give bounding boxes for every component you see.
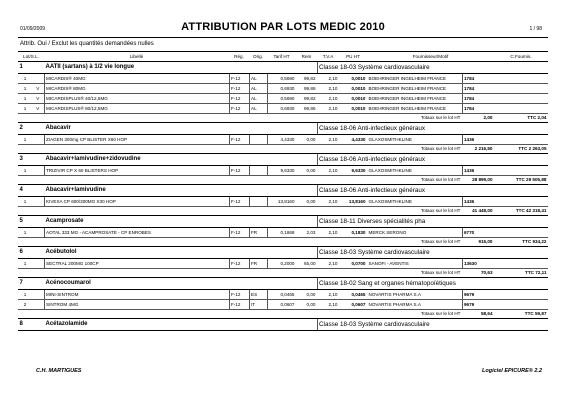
product-remise: 99,82 (296, 74, 317, 84)
product-pu-ht: 0,0465 (339, 290, 367, 300)
product-tva: 2,10 (317, 74, 339, 84)
product-origin (249, 197, 267, 207)
product-row (18, 94, 548, 104)
lot-header-row (18, 185, 548, 197)
product-supplier: NOVARTIS PHARMA S.A (367, 290, 462, 300)
sublot-number: 1 (18, 166, 32, 176)
product-tva: 2,10 (317, 197, 339, 207)
filler (494, 104, 548, 114)
product-supplier: BOEHRINGER INGELHEIM FRANCE (367, 94, 462, 104)
product-regime: F-12 (229, 197, 249, 207)
filler (494, 290, 548, 300)
lot-number: 7 (18, 278, 44, 290)
total-label: Totaux sur le lot HT (339, 238, 462, 247)
lot-number: 6 (18, 247, 44, 259)
product-row (18, 74, 548, 84)
total-ht: 2,00 (462, 114, 494, 123)
lot-total-row (18, 207, 548, 216)
product-remise: 99,86 (296, 104, 317, 114)
sublot-number: 2 (18, 300, 32, 310)
filler (494, 135, 548, 145)
product-tarif: 0,1868 (267, 228, 296, 238)
filler (18, 176, 339, 185)
filler (18, 238, 339, 247)
total-label: Totaux sur le lot HT (339, 207, 462, 216)
total-label: Totaux sur le lot HT (339, 176, 462, 185)
product-pu-ht: 0,1830 (339, 228, 367, 238)
filler (18, 145, 339, 154)
product-origin: AL (249, 94, 267, 104)
product-origin: AL (249, 104, 267, 114)
report-title: ATTRIBUTION PAR LOTS MEDIC 2010 (181, 21, 385, 33)
lot-total-row (18, 176, 548, 185)
product-origin: ES (249, 290, 267, 300)
column-header-row (18, 52, 548, 62)
product-regime: F-12 (229, 84, 249, 94)
product-label: ZIAGEN 300mg CP BLISTER X60 HOP (44, 135, 229, 145)
supplier-code: 1784 (462, 84, 494, 94)
product-label: MINI-SINTROM (44, 290, 229, 300)
total-label: Totaux sur le lot HT (339, 145, 462, 154)
variant-flag (32, 259, 44, 269)
product-regime: F-12 (229, 94, 249, 104)
product-pu-ht: 0,0010 (339, 84, 367, 94)
product-label: MICARDISPLUS® 40/12,5MG (44, 94, 229, 104)
lot-number: 8 (18, 319, 44, 331)
total-ttc: TTC 934,22 (494, 238, 548, 247)
total-ttc: TTC 59,87 (494, 310, 548, 319)
filler (494, 197, 548, 207)
supplier-code: 1436 (462, 135, 494, 145)
supplier-code: 1436 (462, 197, 494, 207)
total-ttc: TTC 29 505,88 (494, 176, 548, 185)
product-supplier: SANOFI - AVENTIS (367, 259, 462, 269)
total-ht: 41 448,00 (462, 207, 494, 216)
product-origin: AL (249, 84, 267, 94)
product-remise: 0,00 (296, 166, 317, 176)
total-label: Totaux sur le lot HT (339, 310, 462, 319)
product-row (18, 259, 548, 269)
product-tva: 2,10 (317, 300, 339, 310)
filler (494, 74, 548, 84)
supplier-code: 9679 (462, 300, 494, 310)
filler (494, 94, 548, 104)
print-date: 01/09/2009 (20, 26, 46, 32)
total-ttc: TTC 2 263,05 (494, 145, 548, 154)
lot-name: Acénocoumarol (44, 278, 317, 290)
product-tarif: 0,6930 (267, 84, 296, 94)
variant-flag (32, 135, 44, 145)
product-tva: 2,10 (317, 94, 339, 104)
total-ttc: TTC 2,04 (494, 114, 548, 123)
product-remise: 0,00 (296, 197, 317, 207)
product-tva: 2,10 (317, 166, 339, 176)
product-label: MICARDIS® 80MG (44, 84, 229, 94)
product-remise: 2,03 (296, 228, 317, 238)
lot-total-row (18, 269, 548, 278)
lot-name: Acamprosate (44, 216, 317, 228)
column-header: Rég. (229, 52, 249, 62)
footer-software: Logiciel EPICURE® 2.2 (482, 368, 542, 374)
sublot-number: 1 (18, 197, 32, 207)
attribution-table (18, 52, 548, 331)
product-supplier: GLAXOSMITHKLINE (367, 197, 462, 207)
product-pu-ht: 13,8160 (339, 197, 367, 207)
product-supplier: GLAXOSMITHKLINE (367, 166, 462, 176)
product-label: SINTROM 4MG (44, 300, 229, 310)
header-rule (18, 37, 548, 38)
total-ht: 28 899,00 (462, 176, 494, 185)
product-origin: IT (249, 300, 267, 310)
lot-name: Abacavir+lamivudine (44, 185, 317, 197)
product-remise: 99,86 (296, 84, 317, 94)
product-pu-ht: 0,0010 (339, 94, 367, 104)
product-tarif: 0,5690 (267, 74, 296, 84)
variant-flag (32, 228, 44, 238)
product-supplier: GLAXOSMITHKLINE (367, 135, 462, 145)
filler (18, 310, 339, 319)
product-remise: 65,00 (296, 259, 317, 269)
lot-total-row (18, 114, 548, 123)
filler (494, 228, 548, 238)
product-pu-ht: 0,0607 (339, 300, 367, 310)
supplier-code: 1784 (462, 74, 494, 84)
lot-class: Classe 18-03 Système cardiovasculaire (317, 247, 548, 259)
variant-flag (32, 290, 44, 300)
sublot-number: 1 (18, 74, 32, 84)
product-label: AOTAL 333 MG - ACAMPROSATE - CP ENROBES (44, 228, 229, 238)
lot-header-row (18, 154, 548, 166)
filler (494, 84, 548, 94)
product-remise: 99,82 (296, 94, 317, 104)
total-label: Totaux sur le lot HT (339, 114, 462, 123)
lot-name: AATII (sartans) à 1/2 vie longue (44, 62, 317, 74)
product-pu-ht: 0,0010 (339, 74, 367, 84)
product-row (18, 300, 548, 310)
product-supplier: BOEHRINGER INGELHEIM FRANCE (367, 84, 462, 94)
product-tarif: 0,6930 (267, 104, 296, 114)
product-origin: FR (249, 228, 267, 238)
sublot-number: 1 (18, 84, 32, 94)
product-supplier: BOEHRINGER INGELHEIM FRANCE (367, 104, 462, 114)
product-remise: 0,00 (296, 290, 317, 300)
lot-name: Abacavir (44, 123, 317, 135)
lot-header-row (18, 62, 548, 74)
sublot-number: 1 (18, 290, 32, 300)
lot-class: Classe 18-11 Diverses spécialités pha (317, 216, 548, 228)
product-tarif: 0,0465 (267, 290, 296, 300)
product-tva: 2,10 (317, 290, 339, 300)
variant-flag (32, 300, 44, 310)
sublot-number: 1 (18, 104, 32, 114)
product-regime: F-12 (229, 300, 249, 310)
lot-class: Classe 18-06 Anti-infectieux généraux (317, 123, 548, 135)
lot-total-row (18, 310, 548, 319)
supplier-code: 1436 (462, 166, 494, 176)
column-header: T.V.A (317, 52, 339, 62)
variant-flag: V (32, 84, 44, 94)
product-tarif: 0,0607 (267, 300, 296, 310)
filler (18, 207, 339, 216)
total-ht: 2 216,50 (462, 145, 494, 154)
variant-flag: V (32, 94, 44, 104)
product-remise: 0,00 (296, 300, 317, 310)
product-tva: 2,10 (317, 228, 339, 238)
product-tarif: 0,5690 (267, 94, 296, 104)
product-pu-ht: 0,0700 (339, 259, 367, 269)
filler (18, 114, 339, 123)
column-header: Libellé (44, 52, 229, 62)
product-remise: 0,00 (296, 135, 317, 145)
column-header: Lot/S.L. (18, 52, 44, 62)
product-regime: F-12 (229, 104, 249, 114)
lot-number: 2 (18, 123, 44, 135)
product-row (18, 228, 548, 238)
product-supplier: MERCK SERONO (367, 228, 462, 238)
product-tarif: 9,6330 (267, 166, 296, 176)
product-pu-ht: 0,0010 (339, 104, 367, 114)
total-ht: 70,63 (462, 269, 494, 278)
product-row (18, 135, 548, 145)
lot-number: 1 (18, 62, 44, 74)
lot-class: Classe 18-02 Sang et organes hématopoïétiques (317, 278, 548, 290)
product-regime: F-12 (229, 290, 249, 300)
table-body (18, 62, 548, 331)
product-label: TRIZIVIR CP X 60 BLISTERS HOP (44, 166, 229, 176)
lot-header-row (18, 247, 548, 259)
product-regime: F-12 (229, 135, 249, 145)
product-tva: 2,10 (317, 104, 339, 114)
product-tva: 2,10 (317, 84, 339, 94)
lot-number: 4 (18, 185, 44, 197)
product-origin: FR (249, 259, 267, 269)
total-ht: 58,64 (462, 310, 494, 319)
variant-flag (32, 197, 44, 207)
total-ht: 915,00 (462, 238, 494, 247)
product-regime: F-12 (229, 166, 249, 176)
product-tva: 2,10 (317, 259, 339, 269)
variant-flag (32, 166, 44, 176)
sublot-number: 1 (18, 259, 32, 269)
supplier-code: 6770 (462, 228, 494, 238)
product-pu-ht: 4,4330 (339, 135, 367, 145)
total-ttc: TTC 72,11 (494, 269, 548, 278)
supplier-code: 1784 (462, 104, 494, 114)
column-header: Fournisseur/Motif (367, 52, 494, 62)
supplier-code: 9679 (462, 290, 494, 300)
lot-header-row (18, 216, 548, 228)
product-label: MICARDIS® 40MG (44, 74, 229, 84)
lot-number: 5 (18, 216, 44, 228)
filler (494, 166, 548, 176)
column-header: Rem (296, 52, 317, 62)
lot-header-row (18, 278, 548, 290)
product-supplier: NOVARTIS PHARMA S.A (367, 300, 462, 310)
lot-name: Acébutolol (44, 247, 317, 259)
product-origin (249, 166, 267, 176)
lot-name: Acétazolamide (44, 319, 317, 331)
product-tarif: 13,8160 (267, 197, 296, 207)
product-origin: AL (249, 74, 267, 84)
product-label: SECTRAL 200MG 100CP (44, 259, 229, 269)
sublot-number: 1 (18, 135, 32, 145)
lot-class: Classe 18-03 Système cardiovasculaire (317, 319, 548, 331)
product-label: MICARDISPLUS® 80/12,5MG (44, 104, 229, 114)
variant-flag (32, 74, 44, 84)
lot-class: Classe 18-06 Anti-infectieux généraux (317, 185, 548, 197)
filler (18, 269, 339, 278)
product-row (18, 290, 548, 300)
product-row (18, 84, 548, 94)
product-label: KIVEXA CP 600/300MG X30 HOP (44, 197, 229, 207)
total-label: Totaux sur le lot HT (339, 269, 462, 278)
supplier-code: 13630 (462, 259, 494, 269)
footer-hospital: C.H. MARTIGUES (36, 368, 82, 374)
product-row (18, 104, 548, 114)
product-row (18, 197, 548, 207)
column-header: C.Fournis. (494, 52, 548, 62)
product-tva: 2,10 (317, 135, 339, 145)
column-header: Tarif HT (267, 52, 296, 62)
lot-total-row (18, 238, 548, 247)
lot-header-row (18, 319, 548, 331)
report-filter: Attrib. Oui / Exclut les quantités demandées nulles (20, 41, 154, 47)
sublot-number: 1 (18, 94, 32, 104)
product-tarif: 4,4330 (267, 135, 296, 145)
product-row (18, 166, 548, 176)
filler (494, 259, 548, 269)
supplier-code: 1784 (462, 94, 494, 104)
lot-number: 3 (18, 154, 44, 166)
product-supplier: BOEHRINGER INGELHEIM FRANCE (367, 74, 462, 84)
product-tarif: 0,2000 (267, 259, 296, 269)
total-ttc: TTC 42 318,41 (494, 207, 548, 216)
product-origin (249, 135, 267, 145)
product-regime: F-12 (229, 259, 249, 269)
column-header: Orig. (249, 52, 267, 62)
lot-header-row (18, 123, 548, 135)
product-regime: F-12 (229, 228, 249, 238)
sublot-number: 1 (18, 228, 32, 238)
lot-class: Classe 18-06 Anti-infectieux généraux (317, 154, 548, 166)
lot-class: Classe 18-03 Système cardiovasculaire (317, 62, 548, 74)
page-number: 1 / 98 (529, 26, 542, 32)
column-header: PU HT (339, 52, 367, 62)
variant-flag: V (32, 104, 44, 114)
filler (494, 300, 548, 310)
product-regime: F-12 (229, 74, 249, 84)
lot-total-row (18, 145, 548, 154)
lot-name: Abacavir+lamivudine+zidovudine (44, 154, 317, 166)
product-pu-ht: 9,6330 (339, 166, 367, 176)
